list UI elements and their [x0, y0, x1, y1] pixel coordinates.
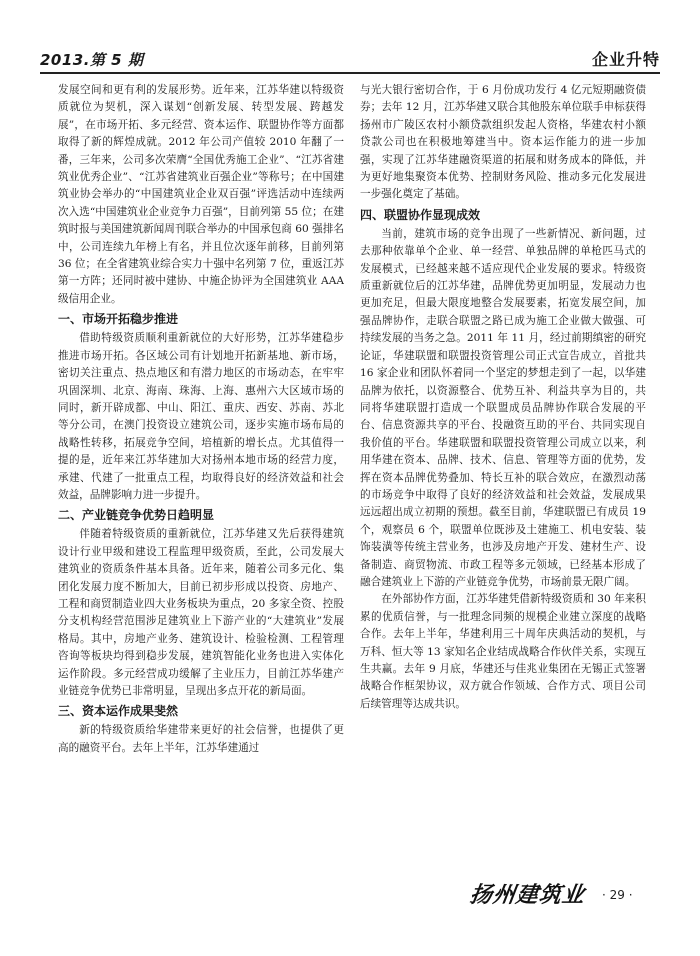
paragraph: 与光大银行密切合作，于 6 月份成功发行 4 亿元短期融资债券；去年 12 月，江苏华建又联合其他股东单位联手申标获得扬州市广陵区农村小额贷款组织发起人资格，华建农村小额贷款公司也在积极地筹建当中。资本运作能力的进一步加强，实现了江苏华建融资渠道的拓展和财务成本的降低，并为更好地集聚资本优势、控制财务风险、推动多元化发展进一步强化奠定了基础。 [360, 84, 646, 201]
paragraph: 当前，建筑市场的竞争出现了一些新情况、新问题，过去那种依靠单个企业、单一经营、单独品牌的单枪匹马式的发展模式，已经越来越不适应现代企业发展的要求。特级资质重新就位后的江苏华建，品牌优势更加明显，发展动力也更加充足，但最大限度地整合发展要素，拓宽发展空间，加强品牌协作，走联合联盟之路已成为施工企业做大做强、可持续发展的当务之急。2011 年 11 月，经过前期缜密的研究论证，华建联盟和联盟投资管理公司正式宣告成立，首批共 16 家企业和团队怀着同一个坚定的梦想走到了一起，以华建品牌为依托，以资源整合、优势互补、利益共享为目的，共同将华建联盟打造成一个联盟成员品牌协作联合发展的平台、信息资源共享的平台、投融资互助的平台、共同实现自我价值的平台。华建联盟和联盟投资管理公司成立以来，利用华建在资本、品牌、技术、信息、管理等方面的优势，发挥在资本品牌优势叠加、特长互补的联合效应，在激烈动荡的市场竞争中取得了良好的经济效益和社会效益，发展成果远远超出成立初期的预想。截至目前，华建联盟已有成员 19 个，观察员 6 个，联盟单位既涉及土建施工、机电安装、装饰装潢等传统主营业务，也涉及房地产开发、建材生产、设备制造、商贸物流、市政工程等多元领域，已经基本形成了融合建筑业上下游的产业链竞争优势，市场前景无限广阔。 [360, 227, 646, 588]
right-column [360, 82, 646, 880]
paragraph: 在外部协作方面，江苏华建凭借新特级资质和 30 年来积累的优质信誉，与一批理念同频的规模企业建立深度的战略合作。去年上半年，华建利用三十周年庆典活动的契机，与万科、恒大等 13 家知名企业结成战略合作伙伴关系，实现互生共赢。去年 9 月底，华建还与佳兆业集团在无锡正式签署战略合作框架协议，双方就合作领域、合作方式、项目公司后续管理等达成共识。 [360, 593, 646, 710]
page-header [40, 46, 660, 74]
section-heading: 四、联盟协作显现成效 [360, 207, 481, 222]
page-number: · 29 · [602, 888, 633, 902]
paragraph: 发展空间和更有利的发展形势。近年来，江苏华建以特级资质就位为契机，深入谋划“创新发展、转型发展、跨越发展”，在市场开拓、多元经营、资本运作、联盟协作等方面都取得了新的辉煌成就。2012 年公司产值较 2010 年翻了一番，三年来，公司多次荣膺“全国优秀施工企业”、“江苏省建筑业优秀企业”、“江苏省建筑业百强企业”等称号；在中国建筑业协会举办的“中国建筑业企业双百强”评选活动中连续两次入选“中国建筑业企业竞争力百强”，目前列第 55 位；在建筑时报与美国建筑新闻周刊联合举办的中国承包商 60 强排名中，公司连续九年榜上有名，并且位次逐年前移，目前列第 36 位；在全省建筑业综合实力十强中名列第 7 位，重返江苏第一方阵；还同时被中建协、中施企协评为全国建筑业 AAA 级信用企业。 [58, 84, 344, 305]
paragraph: 伴随着特级资质的重新就位，江苏华建又先后获得建筑设计行业甲级和建设工程监理甲级资质，至此，公司发展大建筑业的资质条件基本具备。近年来，随着公司多元化、集团化发展力度不断加大，目前已初步形成以投资、房地产、工程和商贸制造业四大业务板块为重点，20 多家全资、控股分支机构经营范围涉足建筑业上下游产业的“大建筑业”发展格局。其中，房地产业务、建筑设计、检验检测、工程管理咨询等板块均得到稳步发展，建筑智能化业务也进入实体化运作阶段。多元经营成功缓解了主业压力，目前江苏华建产业链竞争优势已非常明显，呈现出多点开花的新局面。 [58, 528, 344, 697]
paragraph: 借助特级资质顺利重新就位的大好形势，江苏华建稳步推进市场开拓。各区域公司有计划地开拓新基地、新市场，密切关注重点、热点地区和有潜力地区的市场动态，在牢牢巩固深圳、北京、海南、珠海、上海、惠州六大区域市场的同时，新开辟成都、中山、阳江、重庆、西安、苏南、苏北等分公司，在澳门投资设立建筑公司，逐步实施市场布局的战略性转移，拓展竞争空间，培植新的增长点。尤其值得一提的是，近年来江苏华建加大对扬州本地市场的经营力度，承建、代建了一批重点工程，均取得良好的经济效益和社会效益，品牌影响力进一步提升。 [58, 332, 344, 501]
section-heading: 一、市场开拓稳步推进 [58, 312, 179, 327]
section-heading: 三、资本运作成果斐然 [58, 704, 179, 719]
section-heading: 二、产业链竞争优势日趋明显 [58, 508, 215, 523]
left-column [58, 82, 344, 880]
column-title: 企业升特 [591, 50, 660, 69]
article-body [58, 82, 646, 880]
magazine-logo: 扬州建筑业 [468, 882, 587, 908]
issue-label: 2013.第 5 期 [40, 51, 144, 69]
paragraph: 新的特级资质给华建带来更好的社会信誉，也提供了更高的融资平台。去年上半年，江苏华建通过 [58, 724, 344, 754]
